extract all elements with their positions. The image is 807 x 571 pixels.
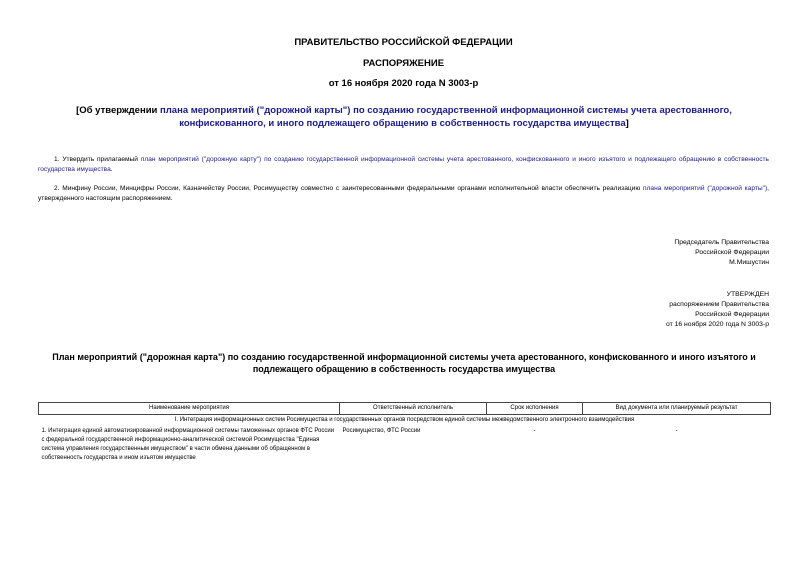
header-responsible: Ответственный исполнитель bbox=[340, 403, 487, 415]
approval-heading: УТВЕРЖДЕН bbox=[726, 291, 769, 298]
table-row bbox=[39, 426, 771, 464]
row-1-deadline: - bbox=[533, 428, 536, 434]
row-1-result: - bbox=[675, 428, 678, 434]
signature-name: М.Мишустин bbox=[729, 259, 769, 266]
signature-block bbox=[674, 238, 769, 268]
header-result: Вид документа или планируемый результат bbox=[583, 403, 771, 415]
signature-position: Председатель Правительства bbox=[674, 239, 769, 246]
section-1-title: I. Интеграция информационных систем Росимущества и государственных органов посредством единой системы межведомственного электронного взаимодействия bbox=[174, 417, 635, 423]
paragraph-1-text: 1. Утвердить прилагаемый bbox=[54, 156, 141, 163]
signature-country: Российской Федерации bbox=[695, 249, 769, 256]
header-deadline: Срок исполнения bbox=[487, 403, 583, 415]
table-header-row bbox=[39, 403, 771, 415]
paragraph-1 bbox=[38, 155, 769, 175]
paragraph-2 bbox=[38, 184, 769, 204]
document-type: РАСПОРЯЖЕНИЕ bbox=[362, 58, 445, 69]
table-section-row bbox=[39, 415, 771, 427]
subject-plan-link[interactable]: плана мероприятий ("дорожной карты") по созданию государственной информационной системы учета арестованного, конфискованного, и иного подлежащего обращению в собственность государства имущества bbox=[160, 105, 732, 129]
subject-prefix: [Об утверждении bbox=[76, 105, 161, 116]
plan-table bbox=[38, 402, 771, 464]
plan-title: План мероприятий ("дорожная карта") по созданию государственной информационной системы учета арестованного, конфискованного и иного изъятого и подлежащего обращению в собственность государства имущества bbox=[52, 352, 756, 374]
paragraph-1-end: . bbox=[110, 166, 113, 173]
approval-block bbox=[666, 290, 769, 330]
approval-country: Российской Федерации bbox=[695, 311, 769, 318]
row-1-responsible: Росимущество, ФТС России bbox=[342, 428, 421, 434]
row-1-activity: 1. Интеграция единой автоматизированной информационной системы таможенных органов ФТС России с федеральной государственной информационно-аналитической системой Росимущества "Единая система управления государственным имуществом" в части обмена данными об обращенном в собственность государства и ином изъятом имуществе bbox=[41, 428, 335, 461]
document-subject bbox=[38, 104, 770, 130]
paragraph-2-end: , утвержденного настоящим распоряжением. bbox=[38, 185, 770, 202]
approval-by: распоряжением Правительства bbox=[669, 301, 769, 308]
document-date-number: от 16 ноября 2020 года N 3003-р bbox=[328, 78, 479, 89]
approval-date: от 16 ноября 2020 года N 3003-р bbox=[665, 321, 769, 328]
issuing-authority: ПРАВИТЕЛЬСТВО РОССИЙСКОЙ ФЕДЕРАЦИИ bbox=[294, 37, 513, 48]
subject-suffix: ] bbox=[625, 118, 629, 129]
paragraph-1-plan-link[interactable]: план мероприятий ("дорожную карту") по созданию государственной информационной системы учета арестованного, конфискованного и иного изъятого и подлежащего обращению в собственность государства имущества bbox=[38, 156, 769, 173]
header-activity-name: Наименование мероприятия bbox=[39, 403, 340, 415]
paragraph-2-text: 2. Минфину России, Минцифры России, Казначейству России, Росимуществу совместно с заинтересованными федеральными органами исполнительной власти обеспечить реализацию bbox=[54, 185, 643, 192]
paragraph-2-plan-link[interactable]: плана мероприятий ("дорожной карты") bbox=[643, 185, 768, 192]
